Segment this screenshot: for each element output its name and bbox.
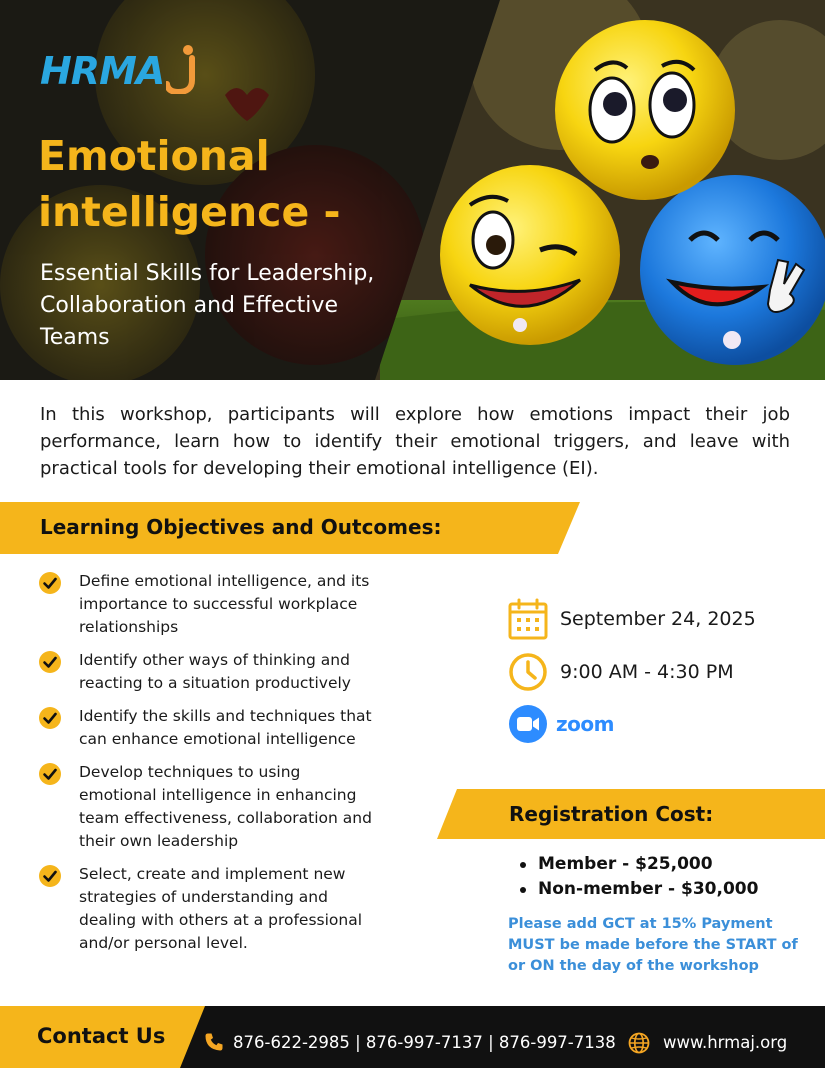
price-list — [520, 852, 758, 902]
contact-us-label: Contact Us — [37, 1024, 166, 1048]
event-date: September 24, 2025 — [560, 608, 756, 630]
website-link[interactable]: www.hrmaj.org — [663, 1033, 788, 1052]
check-circle-icon — [38, 650, 62, 674]
intro-paragraph: In this workshop, participants will explore how emotions impact their job performance, learn how to identify their emotional triggers, and leave with practical tools for developing their emotional intelligence (EI). — [40, 404, 790, 479]
event-time: 9:00 AM - 4:30 PM — [560, 661, 734, 683]
zoom-wordmark: zoom — [556, 712, 614, 736]
zoom-video-icon — [508, 704, 548, 744]
event-platform-row — [508, 704, 614, 744]
objective-item — [38, 570, 378, 639]
logo-j-mark — [166, 44, 200, 94]
objective-item — [38, 761, 378, 853]
objective-text: Select, create and implement new strategies of understanding and dealing with others at a professional and/or personal level. — [79, 865, 363, 952]
registration-banner — [437, 789, 825, 839]
objective-text: Identify other ways of thinking and reacting to a situation productively — [79, 651, 351, 692]
hero-title: Emotional intelligence - — [38, 132, 341, 236]
footer-bar — [0, 1006, 825, 1068]
check-circle-icon — [38, 762, 62, 786]
objective-item — [38, 705, 378, 751]
objective-text: Identify the skills and techniques that can enhance emotional intelligence — [79, 707, 372, 748]
phone-icon — [204, 1032, 224, 1052]
event-date-row — [508, 598, 756, 640]
phone-numbers[interactable]: 876-622-2985 | 876-997-7137 | 876-997-7138 — [233, 1033, 616, 1052]
registration-title: Registration Cost: — [509, 802, 714, 826]
check-circle-icon — [38, 864, 62, 888]
objective-item — [38, 649, 378, 695]
price-member: Member - $25,000 — [520, 852, 758, 877]
calendar-icon — [508, 598, 548, 640]
objective-text: Define emotional intelligence, and its importance to successful workplace relationships — [79, 572, 370, 636]
check-circle-icon — [38, 706, 62, 730]
hero-banner — [0, 0, 825, 380]
check-circle-icon — [38, 571, 62, 595]
objectives-banner — [0, 502, 580, 554]
logo-text: HRMA — [40, 49, 165, 93]
objectives-title: Learning Objectives and Outcomes: — [40, 515, 442, 539]
payment-note: Please add GCT at 15% Payment MUST be made before the START of or ON the day of the workshop — [508, 916, 798, 974]
hrmaj-logo — [40, 44, 200, 93]
event-time-row — [508, 652, 734, 692]
hero-subtitle: Essential Skills for Leadership, Collaboration and Effective Teams — [40, 261, 375, 350]
globe-icon — [628, 1032, 650, 1054]
objective-text: Develop techniques to using emotional intelligence in enhancing team effectiveness, collaboration and their own leadership — [79, 763, 372, 850]
objectives-list — [38, 570, 378, 965]
price-non-member: Non-member - $30,000 — [520, 877, 758, 902]
objective-item — [38, 863, 378, 955]
clock-icon — [508, 652, 548, 692]
